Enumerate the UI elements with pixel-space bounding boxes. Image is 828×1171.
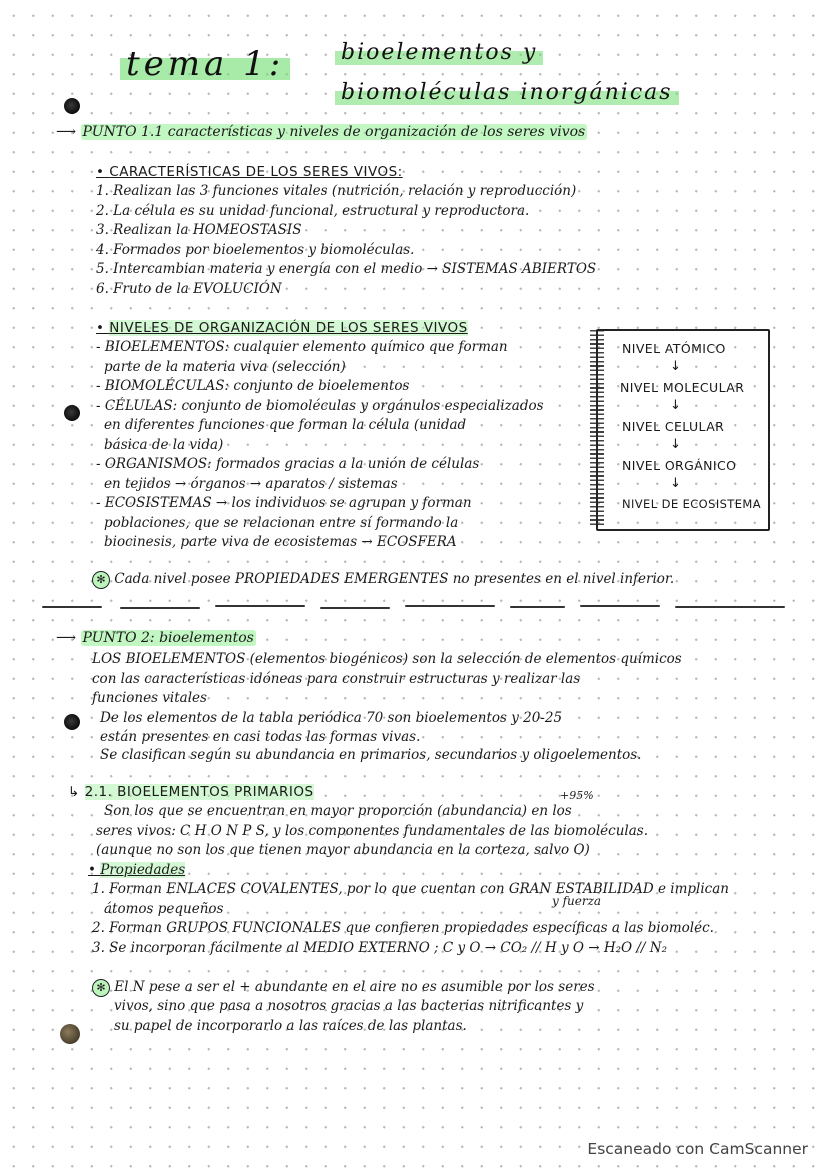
caracteristicas-title-text: CARACTERÍSTICAS DE LOS SERES VIVOS:	[109, 164, 403, 180]
emergent-note	[92, 570, 674, 590]
nitrogen-note-line	[92, 978, 595, 998]
punto1-heading	[56, 124, 587, 140]
caracteristica-item: 1. Realizan las 3 funciones vitales (nutrición, relación y reproducción)	[96, 183, 577, 199]
propiedades-title-text: Propiedades	[100, 862, 186, 878]
star-circle-icon: ✻	[92, 979, 110, 997]
divider-segment	[320, 607, 390, 609]
niveles-line: - ECOSISTEMAS → los individuos se agrupan y forman	[96, 495, 472, 511]
arrow-down-icon: ↓	[670, 359, 681, 374]
star-circle-icon: ✻	[92, 571, 110, 589]
niveles-line: - ORGANISMOS: formados gracias a la unión de células	[96, 456, 480, 472]
divider-segment	[405, 605, 495, 607]
nitrogen-note-line: vivos, sino que pasa a nosotros gracias a las bacterias nitrificantes y	[114, 998, 584, 1014]
divider-segment	[215, 605, 305, 607]
level-item: NIVEL CELULAR	[622, 419, 725, 434]
binder-hole-3	[64, 714, 80, 730]
punto2-intro-line: funciones vitales	[92, 690, 207, 706]
niveles-title	[96, 319, 468, 339]
niveles-line: poblaciones, que se relacionan entre sí formando la	[104, 515, 459, 531]
niveles-line: parte de la materia viva (selección)	[104, 359, 346, 375]
caracteristica-item: 4. Formados por bioelementos y biomoléculas.	[96, 242, 415, 258]
bullet-icon: •	[96, 320, 110, 336]
niveles-line: - CÉLULAS: conjunto de biomoléculas y orgánulos especializados	[96, 398, 544, 414]
emergent-note-text: Cada nivel posee PROPIEDADES EMERGENTES no presentes en el nivel inferior.	[114, 571, 675, 587]
caracteristica-item: 6. Fruto de la EVOLUCIÓN	[96, 281, 282, 297]
arrow-down-icon: ↓	[670, 476, 681, 491]
punto2-intro-line: Se clasifican según su abundancia en primarios, secundarios y oligoelementos.	[100, 747, 642, 763]
divider-segment	[580, 605, 660, 607]
caracteristicas-title	[96, 163, 403, 183]
levels-box	[596, 329, 770, 531]
divider-segment	[510, 606, 565, 608]
divider-segment	[675, 606, 785, 608]
propiedad-item: 2. Forman GRUPOS FUNCIONALES que confieren propiedades específicas a las biomoléc.	[92, 920, 714, 936]
niveles-line: biocinesis, parte viva de ecosistemas → ECOSFERA	[104, 534, 457, 550]
binder-hole-2	[64, 405, 80, 421]
binder-hole-1	[64, 98, 80, 114]
caracteristica-item: 5. Intercambian materia y energía con el medio → SISTEMAS ABIERTOS	[96, 261, 597, 277]
arrow-right-icon: ⟶	[56, 124, 81, 140]
scanner-watermark: Escaneado con CamScanner	[587, 1140, 808, 1158]
bullet-icon: •	[88, 862, 101, 878]
arrow-down-icon: ↓	[670, 398, 681, 413]
niveles-line: básica de la vida)	[104, 437, 224, 453]
primarios-line: Son los que se encuentran en mayor proporción (abundancia) en los	[104, 803, 572, 819]
propiedad-item: 3. Se incorporan fácilmente al MEDIO EXTERNO ; C y O → CO₂ // H y O → H₂O // N₂	[92, 940, 667, 956]
caracteristica-item: 3. Realizan la HOMEOSTASIS	[96, 222, 302, 238]
return-arrow-icon: ↳	[68, 784, 85, 800]
divider-segment	[42, 606, 102, 608]
divider-segment	[120, 607, 200, 609]
propiedad-item: 1. Forman ENLACES COVALENTES, por lo que cuentan con GRAN ESTABILIDAD e implican	[92, 881, 729, 897]
punto2-intro-line: están presentes en casi todas las formas vivas.	[100, 729, 421, 745]
primarios-line: (aunque no son los que tienen mayor abundancia en la corteza, salvo O)	[96, 842, 590, 858]
fuerza-annotation: y fuerza	[552, 894, 602, 908]
niveles-line: - BIOMOLÉCULAS: conjunto de bioelementos	[96, 378, 410, 394]
propiedades-title	[88, 861, 185, 881]
title-line-2: biomoléculas inorgánicas	[335, 80, 679, 105]
primarios-heading-text: 2.1. BIOELEMENTOS PRIMARIOS	[84, 784, 314, 800]
niveles-title-text: NIVELES DE ORGANIZACIÓN DE LOS SERES VIVOS	[109, 320, 468, 336]
arrow-right-icon: ⟶	[56, 630, 81, 646]
caracteristica-item: 2. La célula es su unidad funcional, estructural y reproductora.	[96, 203, 530, 219]
nitrogen-note-text: El N pese a ser el + abundante en el aire no es asumible por los seres	[114, 979, 595, 995]
title-line-1: bioelementos y	[335, 40, 543, 65]
punto2-intro-line: De los elementos de la tabla periódica 70 son bioelementos y 20-25	[100, 710, 563, 726]
punto2-intro-line: LOS BIOELEMENTOS (elementos biogénicos) son la selección de elementos químicos	[92, 651, 682, 667]
abundance-superscript: +95%	[560, 789, 594, 802]
niveles-line: - BIOELEMENTOS: cualquier elemento químico que forman	[96, 339, 508, 355]
primarios-heading	[68, 783, 314, 803]
niveles-line: en tejidos → órganos → aparatos / sistemas	[104, 476, 398, 492]
nitrogen-note-line: su papel de incorporarlo a las raíces de las plantas.	[114, 1018, 467, 1034]
punto2-heading-text: PUNTO 2: bioelementos	[82, 630, 254, 646]
arrow-down-icon: ↓	[670, 437, 681, 452]
page-title: tema 1:	[120, 44, 290, 84]
primarios-line: seres vivos: C H O N P S, y los componentes fundamentales de las biomoléculas.	[96, 823, 649, 839]
level-item: NIVEL DE ECOSISTEMA	[622, 497, 761, 511]
punto2-heading	[56, 630, 256, 646]
bullet-icon: •	[96, 164, 110, 180]
level-item: NIVEL ORGÁNICO	[622, 458, 737, 473]
punto2-intro-line: con las características idóneas para construir estructuras y realizar las	[92, 671, 581, 687]
binder-hole-4	[60, 1024, 80, 1044]
niveles-line: en diferentes funciones que forman la célula (unidad	[104, 417, 467, 433]
propiedad-item: átomos pequeños	[104, 901, 224, 917]
punto1-heading-text: PUNTO 1.1 características y niveles de organización de los seres vivos	[82, 124, 586, 140]
level-item: NIVEL MOLECULAR	[620, 380, 745, 395]
level-item: NIVEL ATÓMICO	[622, 341, 726, 356]
